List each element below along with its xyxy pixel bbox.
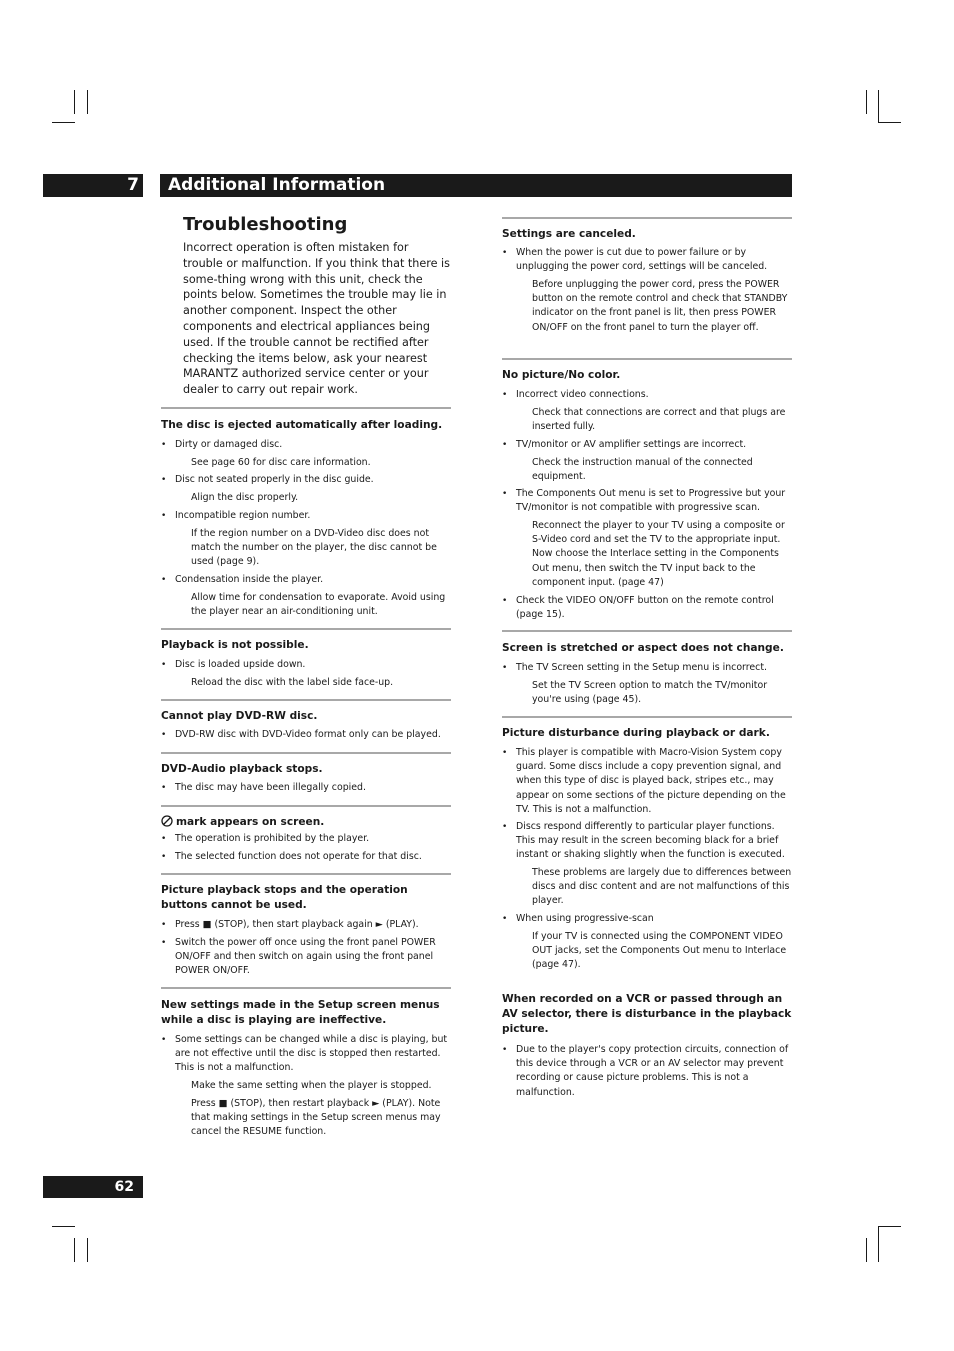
bullet-item: • Disc is loaded upside down. [175,658,451,672]
bullet-detail: If your TV is connected using the COMPONENT VIDEO OUT jacks, set the Components Out menu to Interlace (page 47). [532,931,787,971]
bullet-item: • Press ■ (STOP), then start playback again ► (PLAY). [175,918,451,932]
crop-mark [52,1226,75,1227]
intro-paragraph: Incorrect operation is often mistaken for trouble or malfunction. If you think that there is some-thing wrong with this unit, check the points below. Sometimes the trouble may lie in another component. Inspect the other components and electrical appliances being used. If the trouble cannot be rectified after checking the items below, ask your nearest MARANTZ authorized service center or your dealer to carry out repair work. [183,241,450,397]
section-title: Settings are canceled. [502,228,636,240]
crop-mark [52,122,75,123]
bullet-detail: Allow time for condensation to evaporate. Avoid using the player near an air-conditioning unit. [191,592,446,618]
section-title-prohibited [161,815,451,830]
page-number: 62 [43,1176,143,1198]
bullet-item: • Dirty or damaged disc. [175,438,451,452]
bullet-detail: If the region number on a DVD-Video disc does not match the number on the player, the disc cannot be used (page 9). [191,528,437,568]
section-divider [161,752,451,754]
section-divider [161,699,451,701]
bullet-item: • Disc not seated properly in the disc guide. [175,473,451,487]
crop-mark [878,1226,879,1262]
section-title: DVD-Audio playback stops. [161,763,323,775]
section-title: The disc is ejected automatically after loading. [161,419,443,431]
bullet-item: • TV/monitor or AV amplifier settings are incorrect. [516,438,792,452]
bullet-detail: Align the disc properly. [191,492,299,503]
bullet-detail: Check the instruction manual of the connected equipment. [532,457,753,483]
chapter-title: Additional Information [168,175,386,195]
section-divider [161,873,451,875]
section-title: Cannot play DVD-RW disc. [161,710,318,722]
bullet-detail: Reload the disc with the label side face-up. [191,677,394,688]
bullet-detail: Before unplugging the power cord, press the POWER button on the remote control and check that STANDBY indicator on the front panel is lit, then press POWER ON/OFF on the front panel to turn the player off. [532,279,788,333]
crop-mark [87,90,88,114]
bullet-detail: Make the same setting when the player is stopped. [191,1080,432,1091]
crop-mark [878,1226,901,1227]
section-divider [502,358,792,360]
section-divider [161,805,451,807]
section-divider [161,407,451,409]
bullet-detail: These problems are largely due to differences between discs and disc content and are not malfunctions of this player. [532,867,792,907]
section-title: Picture disturbance during playback or dark. [502,727,770,739]
bullet-item: • Due to the player's copy protection circuits, connection of this device through a VCR or an AV selector may prevent recording or cause picture problems. This is not a malfunction. [516,1043,792,1100]
bullet-detail: See page 60 for disc care information. [191,457,371,468]
bullet-item: • Incorrect video connections. [516,388,792,402]
bullet-item: • The disc may have been illegally copied. [175,781,451,795]
bullet-item: • Check the VIDEO ON/OFF button on the remote control (page 15). [516,594,792,622]
section-title: Playback is not possible. [161,639,309,651]
section-title: No picture/No color. [502,369,621,381]
bullet-item: • Incompatible region number. [175,509,451,523]
bullet-item: • Switch the power off once using the front panel POWER ON/OFF and then switch on again using the front panel POWER ON/OFF. [175,936,451,979]
bullet-detail: Set the TV Screen option to match the TV/monitor you're using (page 45). [532,680,768,706]
crop-mark [866,90,867,114]
crop-mark [878,90,879,123]
section-divider [502,630,792,632]
section-divider [161,628,451,630]
bullet-item: • The TV Screen setting in the Setup menu is incorrect. [516,661,792,675]
bullet-item: • This player is compatible with Macro-Vision System copy guard. Some discs include a copy prevention signal, and when this type of disc is played back, stripes etc., may appear on some sections of the picture depending on the TV. This is not a malfunction. [516,746,792,817]
prohibited-icon [161,815,173,827]
section-divider [502,716,792,718]
bullet-item: • Condensation inside the player. [175,573,451,587]
section-divider [161,987,451,989]
section-divider [502,217,792,219]
page-title: Troubleshooting [183,214,348,235]
bullet-item: • The Components Out menu is set to Progressive but your TV/monitor is not compatible with progressive scan. [516,487,792,515]
bullet-detail: Check that connections are correct and that plugs are inserted fully. [532,407,786,433]
bullet-item: • When using progressive-scan [516,912,792,926]
crop-mark [878,122,901,123]
section-title: Picture playback stops and the operation buttons cannot be used. [161,884,408,911]
bullet-item: • DVD-RW disc with DVD-Video format only can be played. [175,728,451,742]
section-title: When recorded on a VCR or passed through an AV selector, there is disturbance in the playback picture. [502,993,792,1035]
bullet-item: • When the power is cut due to power failure or by unplugging the power cord, settings will be canceled. [516,246,792,274]
bullet-item: • Discs respond differently to particular player functions. This may result in the screen becoming black for a brief instant or shaking slightly when the function is executed. [516,820,792,863]
crop-mark [866,1238,867,1262]
bullet-item: • The selected function does not operate for that disc. [175,850,451,864]
bullet-detail: Reconnect the player to your TV using a composite or S-Video cord and set the TV to the appropriate input. Now choose the Interlace setting in the Components Out menu, then switch the TV input back to the component input. (page 47) [532,520,785,588]
section-title-text: mark appears on screen. [176,816,325,828]
bullet-item: • The operation is prohibited by the player. [175,832,451,846]
crop-mark [74,1238,75,1262]
chapter-number: 7 [127,175,139,195]
section-title: New settings made in the Setup screen menus while a disc is playing are ineffective. [161,999,440,1026]
crop-mark [87,1238,88,1262]
bullet-item: • Some settings can be changed while a disc is playing, but are not effective until the disc is stopped then restarted. This is not a malfunction. [175,1033,451,1076]
crop-mark [74,90,75,114]
section-title: Screen is stretched or aspect does not change. [502,642,784,654]
bullet-detail: Press ■ (STOP), then restart playback ► (PLAY). Note that making settings in the Setup screen menus may cancel the RESUME function. [191,1098,441,1138]
